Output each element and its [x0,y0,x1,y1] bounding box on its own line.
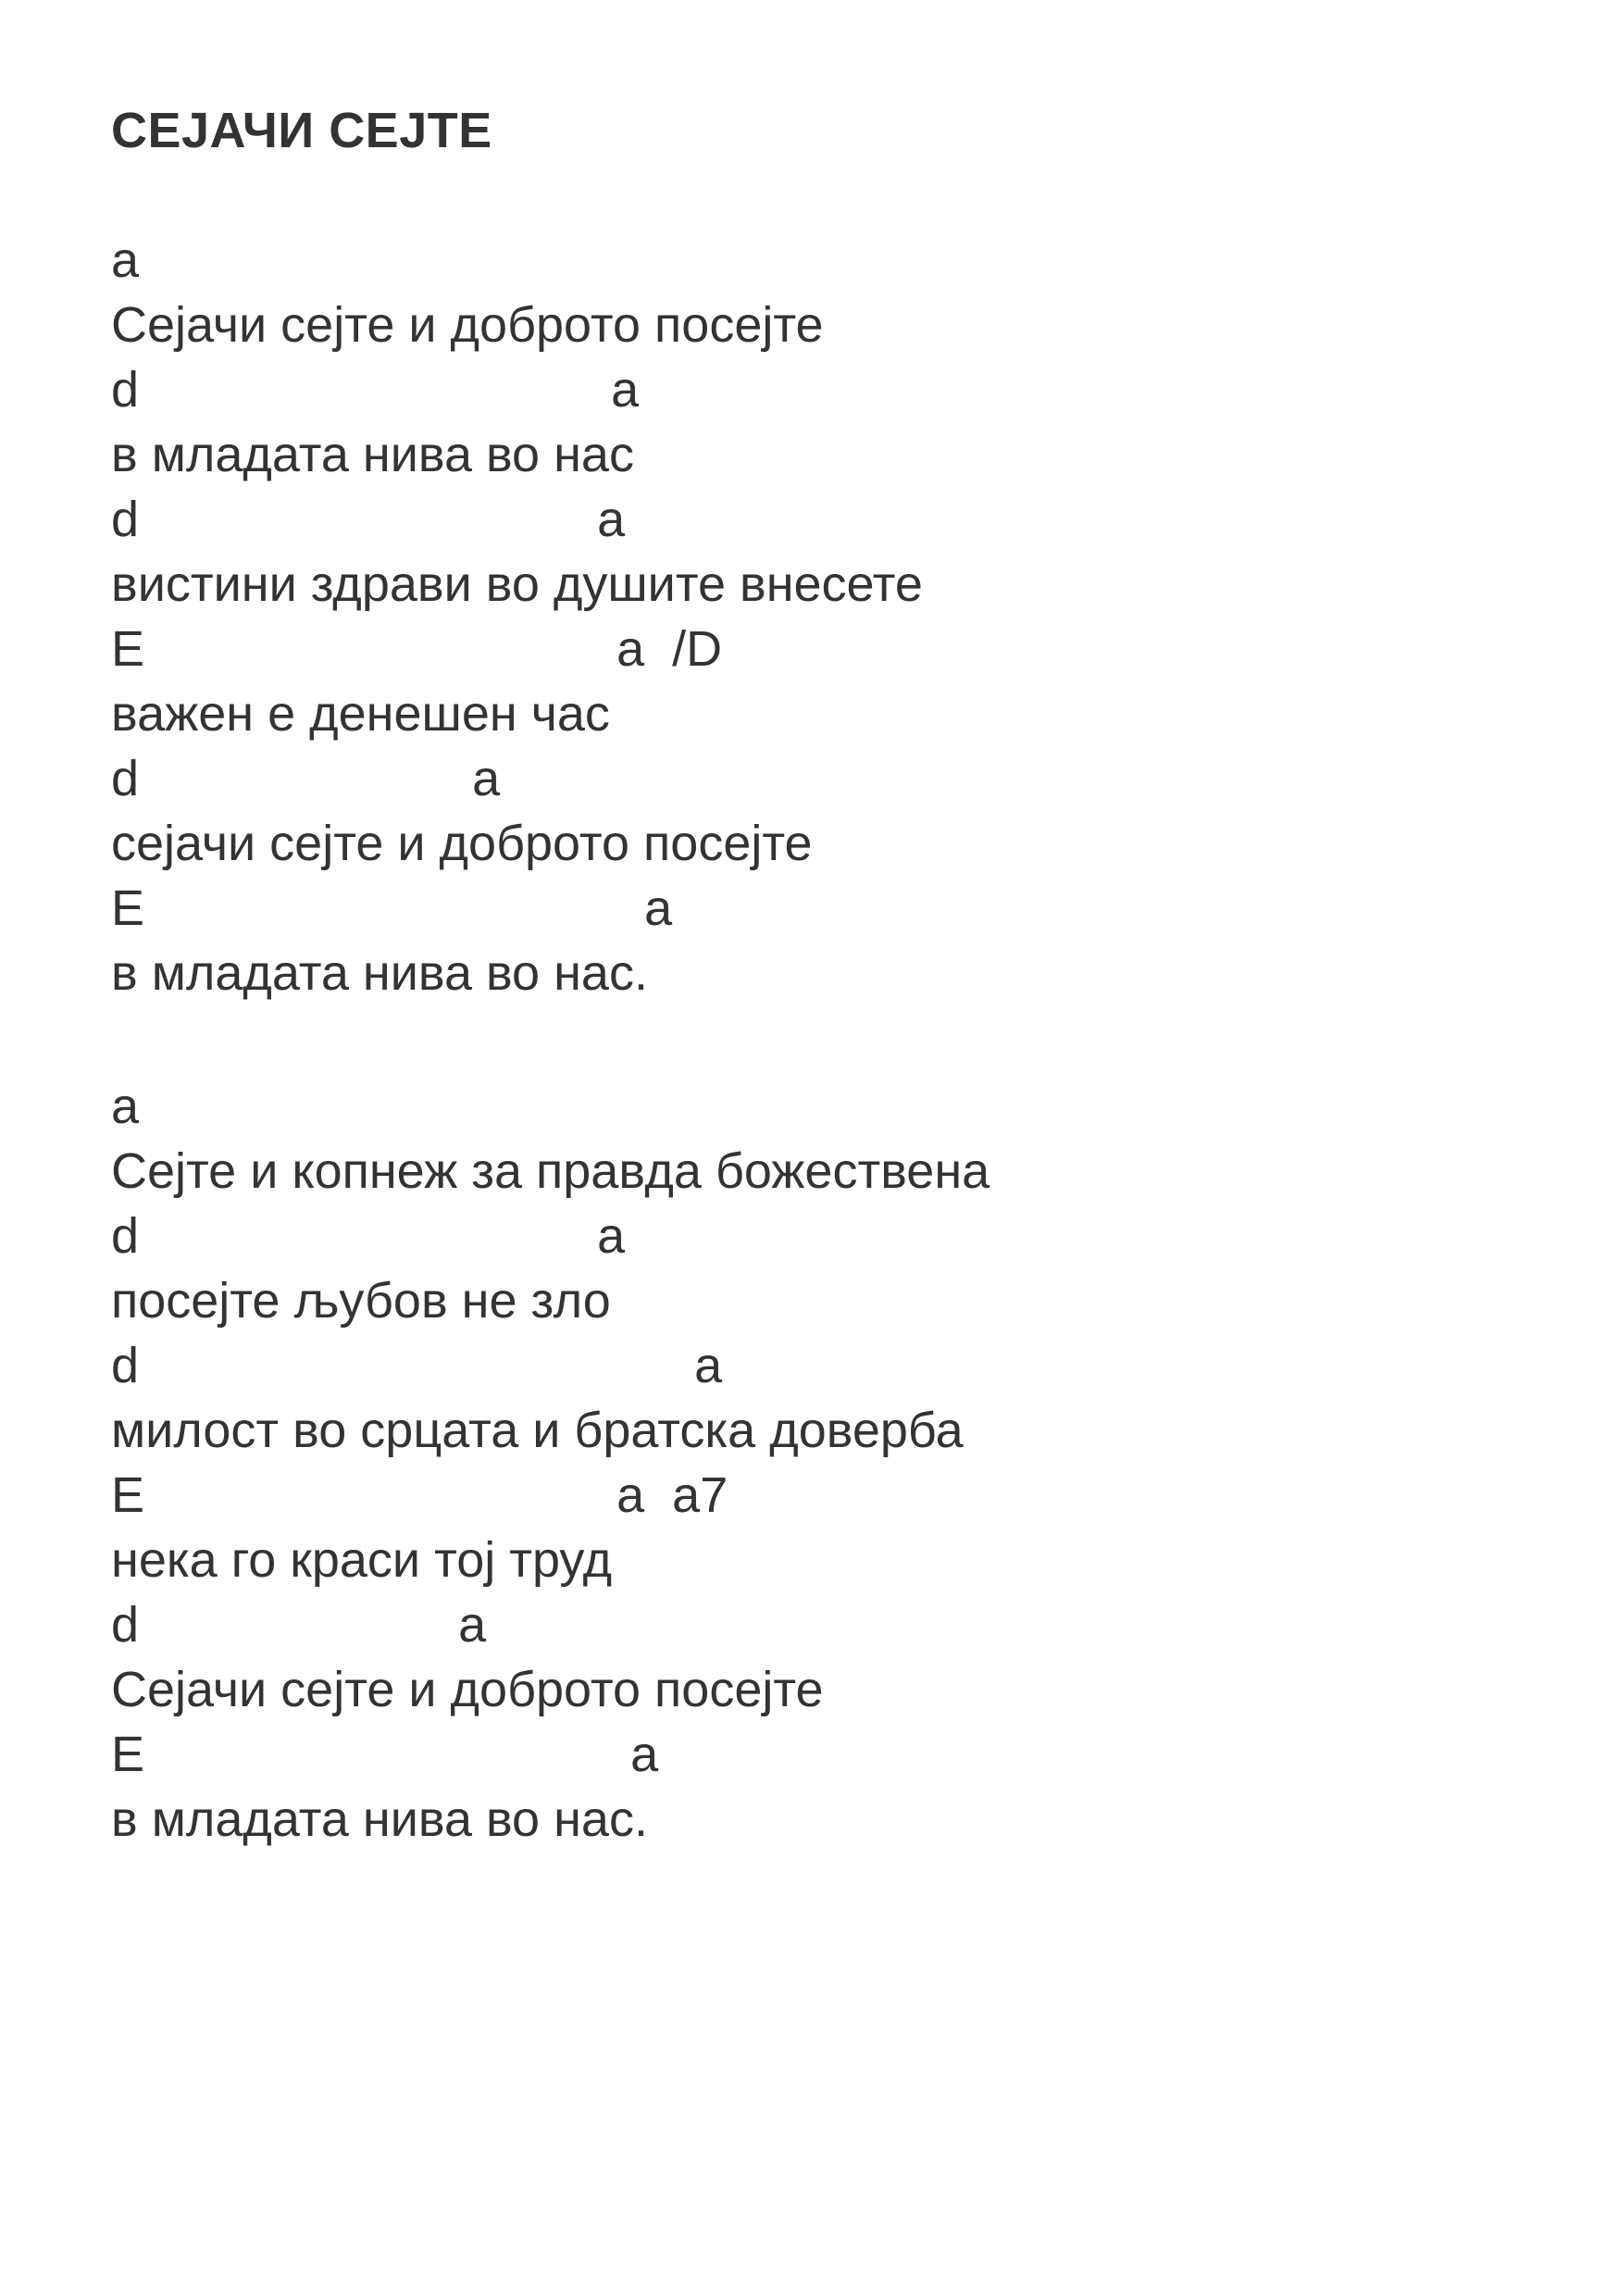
lyric-line: посејте љубов не зло [111,1273,611,1329]
lyric-line: нека го краси тој труд [111,1532,613,1588]
chord-line: d a [111,1338,723,1393]
chord-line: E a /D [111,621,723,677]
chord-line: a [111,232,140,288]
chord-line: E a [111,1727,659,1782]
song-title: СЕЈАЧИ СЕЈТЕ [111,103,492,158]
lyric-line: в младата нива во нас [111,427,634,482]
song-sheet [111,0,1555,2296]
lyric-line: Сејачи сејте и доброто посејте [111,1662,824,1717]
verse-2 [111,1074,1555,1852]
lyric-line: сејачи сејте и доброто посејте [111,816,813,871]
chord-line: a [111,1079,140,1134]
chord-line: E a a7 [111,1467,728,1523]
chord-line: d a [111,362,640,418]
lyric-line: в младата нива во нас. [111,1791,648,1847]
lyric-line: вистини здрави во душите внесете [111,556,923,612]
chord-line: d a [111,1597,487,1653]
lyric-line: Сејачи сејте и доброто посејте [111,297,824,353]
chord-line: d a [111,1208,626,1264]
lyric-line: Сејте и копнеж за правда божествена [111,1143,990,1199]
verse-1 [111,228,1555,1005]
lyric-line: милост во срцата и братска доверба [111,1403,964,1458]
lyric-line: важен е денешен час [111,686,610,742]
chord-line: d a [111,492,626,547]
lyric-line: в младата нива во нас. [111,945,648,1001]
chord-line: E a [111,880,673,936]
chord-line: d a [111,751,501,806]
